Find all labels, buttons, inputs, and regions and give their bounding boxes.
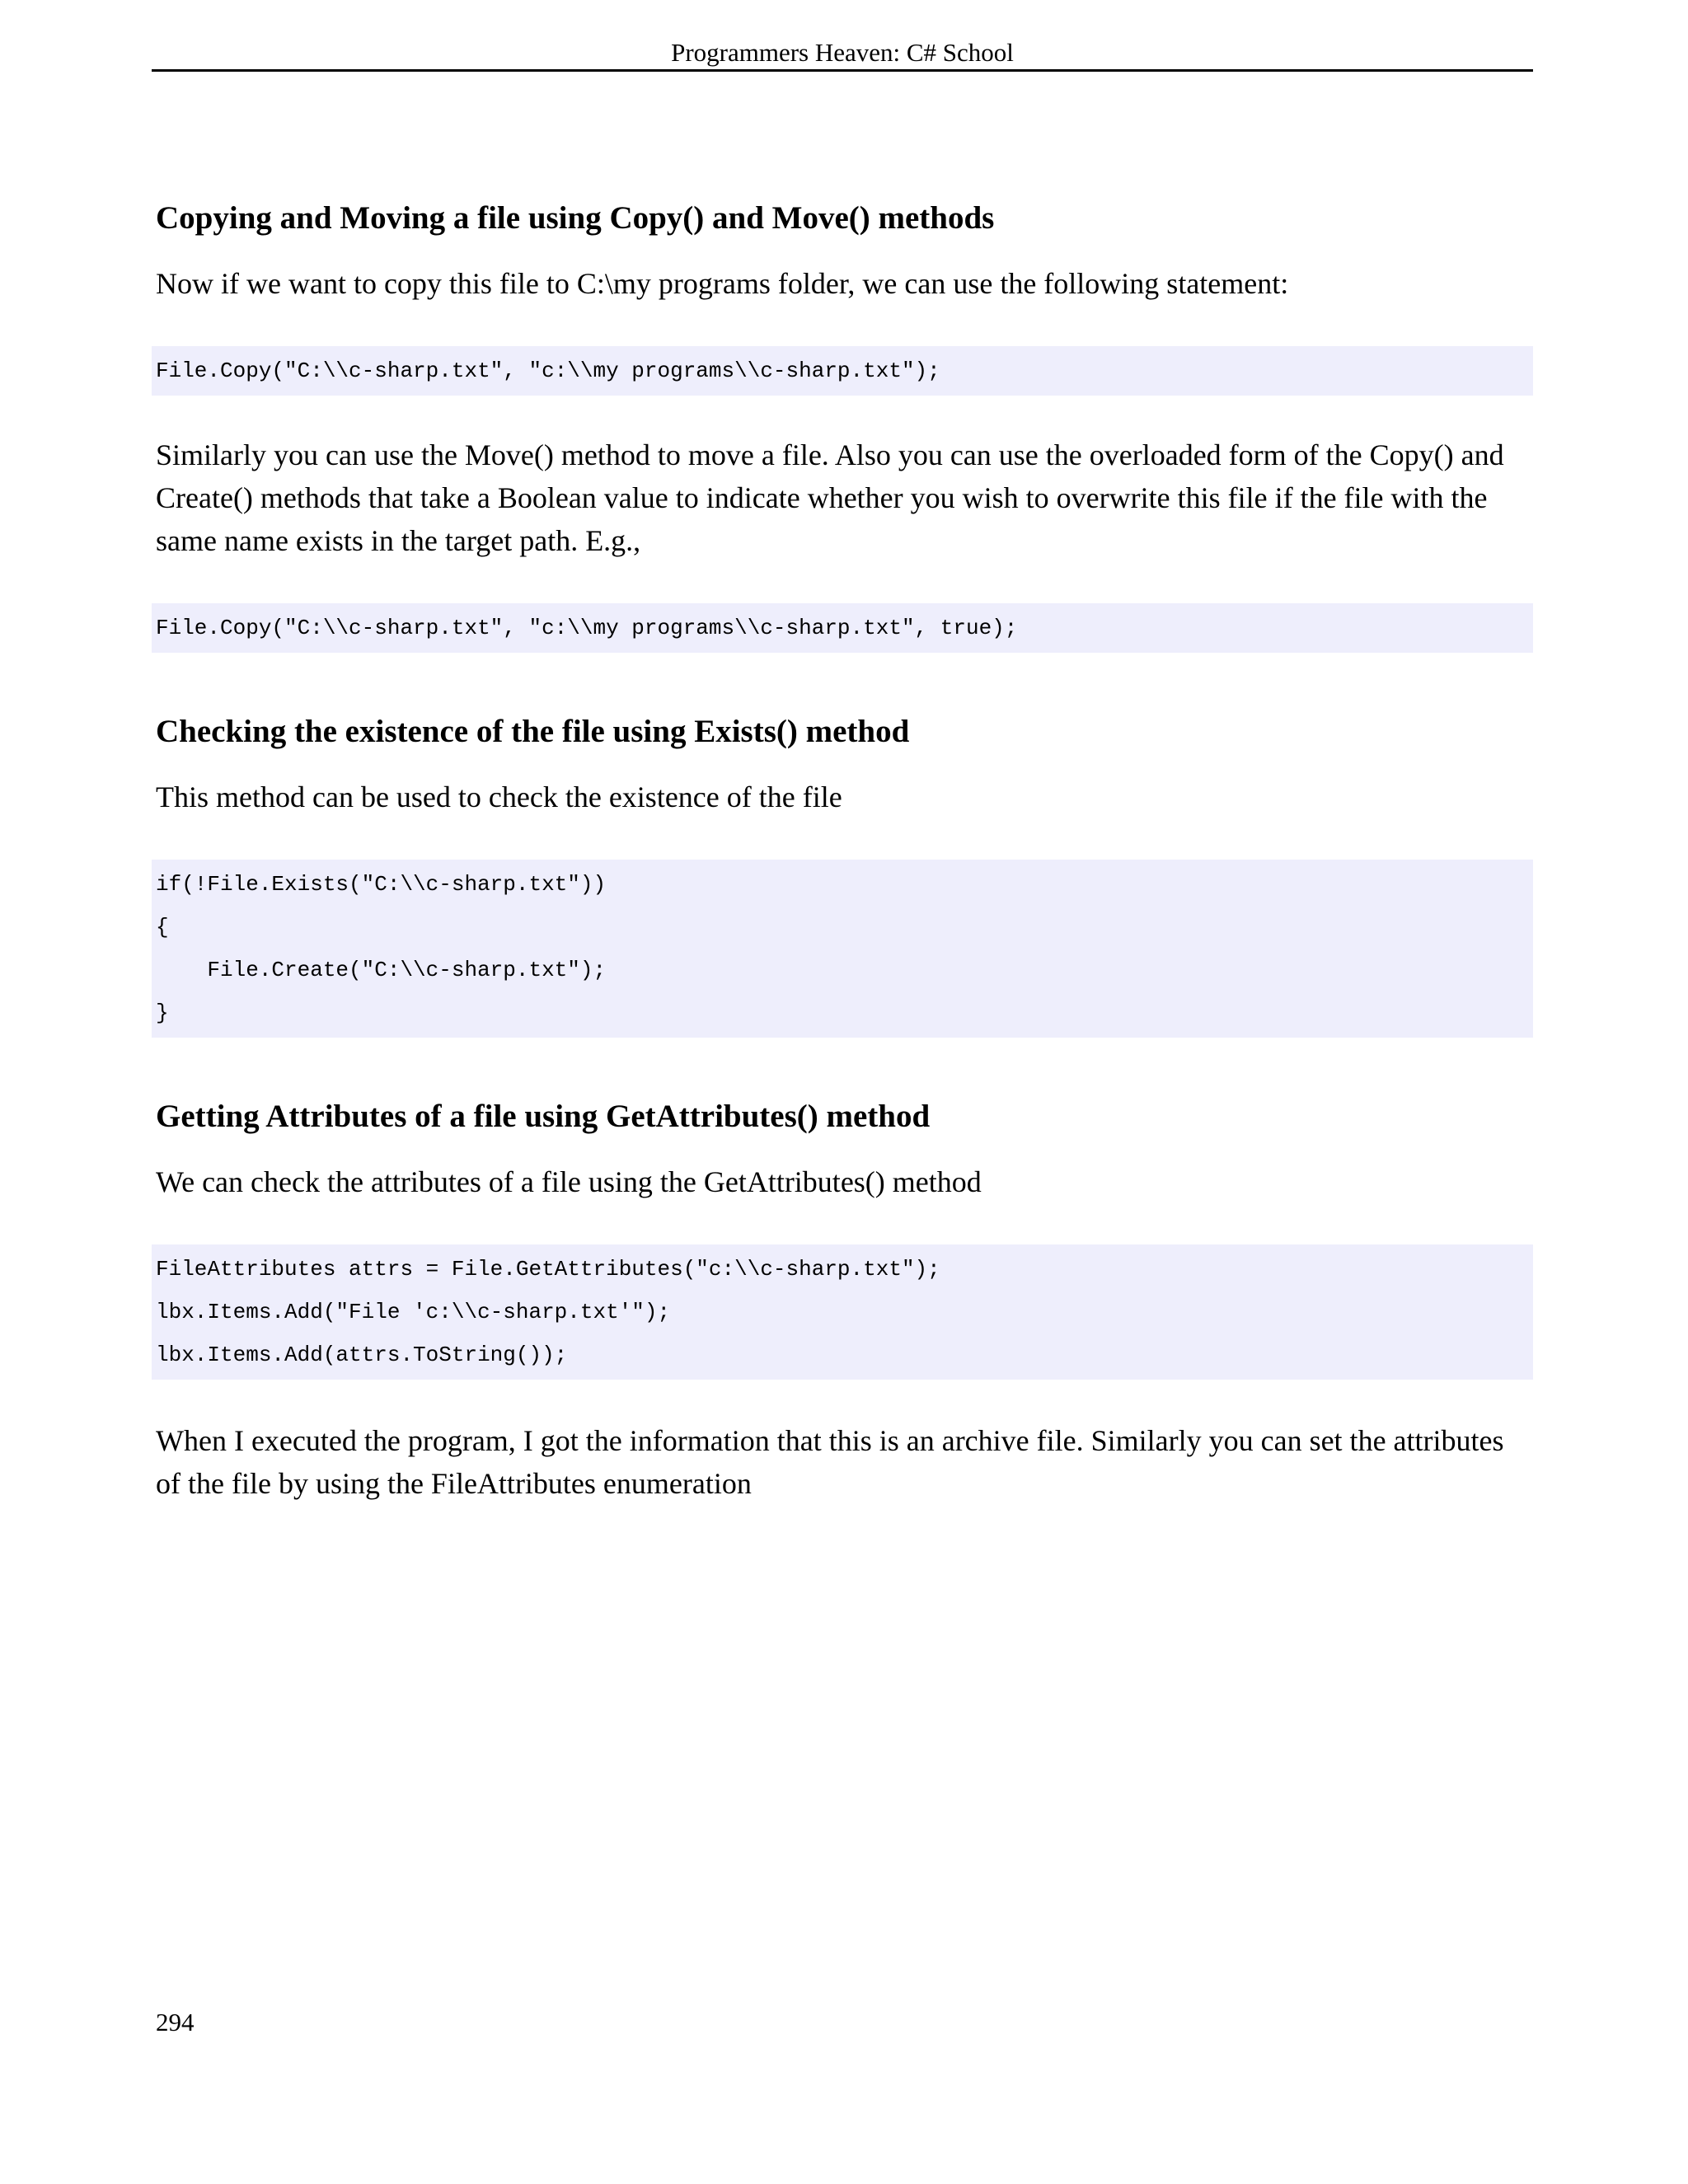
paragraph	[156, 262, 1534, 305]
body-text: This method can be used to check the existence of the file	[156, 780, 842, 813]
code-block	[152, 346, 1533, 396]
body-text: When I executed the program, I got the information that this is an archive file. Similarly you can set the attributes of the file by using the FileAttributes enumeration	[156, 1424, 1504, 1500]
code-block	[152, 603, 1533, 653]
section-heading: Copying and Moving a file using Copy() and Move() methods	[156, 200, 995, 236]
body-text: Now if we want to copy this file to C:\my programs folder, we can use the following statement:	[156, 267, 1289, 300]
paragraph	[156, 1419, 1534, 1505]
paragraph	[156, 1160, 1534, 1203]
code-block	[152, 1244, 1533, 1380]
section-heading: Checking the existence of the file using Exists() method	[156, 714, 910, 749]
code-line: }	[156, 1001, 169, 1025]
section-copy-move	[156, 198, 1534, 239]
running-title: Programmers Heaven: C# School	[671, 38, 1014, 67]
page-number: 294	[156, 2008, 195, 2036]
code-line: File.Copy("C:\\c-sharp.txt", "c:\\my programs\\c-sharp.txt", true);	[156, 616, 1018, 640]
section-heading: Getting Attributes of a file using GetAttributes() method	[156, 1099, 931, 1134]
code-block	[152, 860, 1533, 1038]
paragraph	[156, 434, 1534, 562]
body-text: Similarly you can use the Move() method to move a file. Also you can use the overloaded form of the Copy() and Create() methods that take a Boolean value to indicate whether you wish to overwrite this file if the file with the same name exists in the target path. E.g.,	[156, 438, 1504, 557]
code-line: File.Copy("C:\\c-sharp.txt", "c:\\my programs\\c-sharp.txt");	[156, 359, 940, 383]
section-get-attributes	[156, 1096, 1534, 1137]
page-header	[152, 36, 1533, 72]
paragraph	[156, 776, 1534, 818]
code-line: {	[156, 915, 169, 940]
code-line: File.Create("C:\\c-sharp.txt");	[156, 958, 607, 982]
code-line: lbx.Items.Add(attrs.ToString());	[156, 1343, 568, 1367]
code-line: FileAttributes attrs = File.GetAttributes("c:\\c-sharp.txt");	[156, 1257, 940, 1282]
code-line: if(!File.Exists("C:\\c-sharp.txt"))	[156, 872, 607, 897]
section-exists	[156, 711, 1534, 752]
body-text: We can check the attributes of a file using the GetAttributes() method	[156, 1165, 982, 1198]
code-line: lbx.Items.Add("File 'c:\\c-sharp.txt'");	[156, 1300, 671, 1324]
